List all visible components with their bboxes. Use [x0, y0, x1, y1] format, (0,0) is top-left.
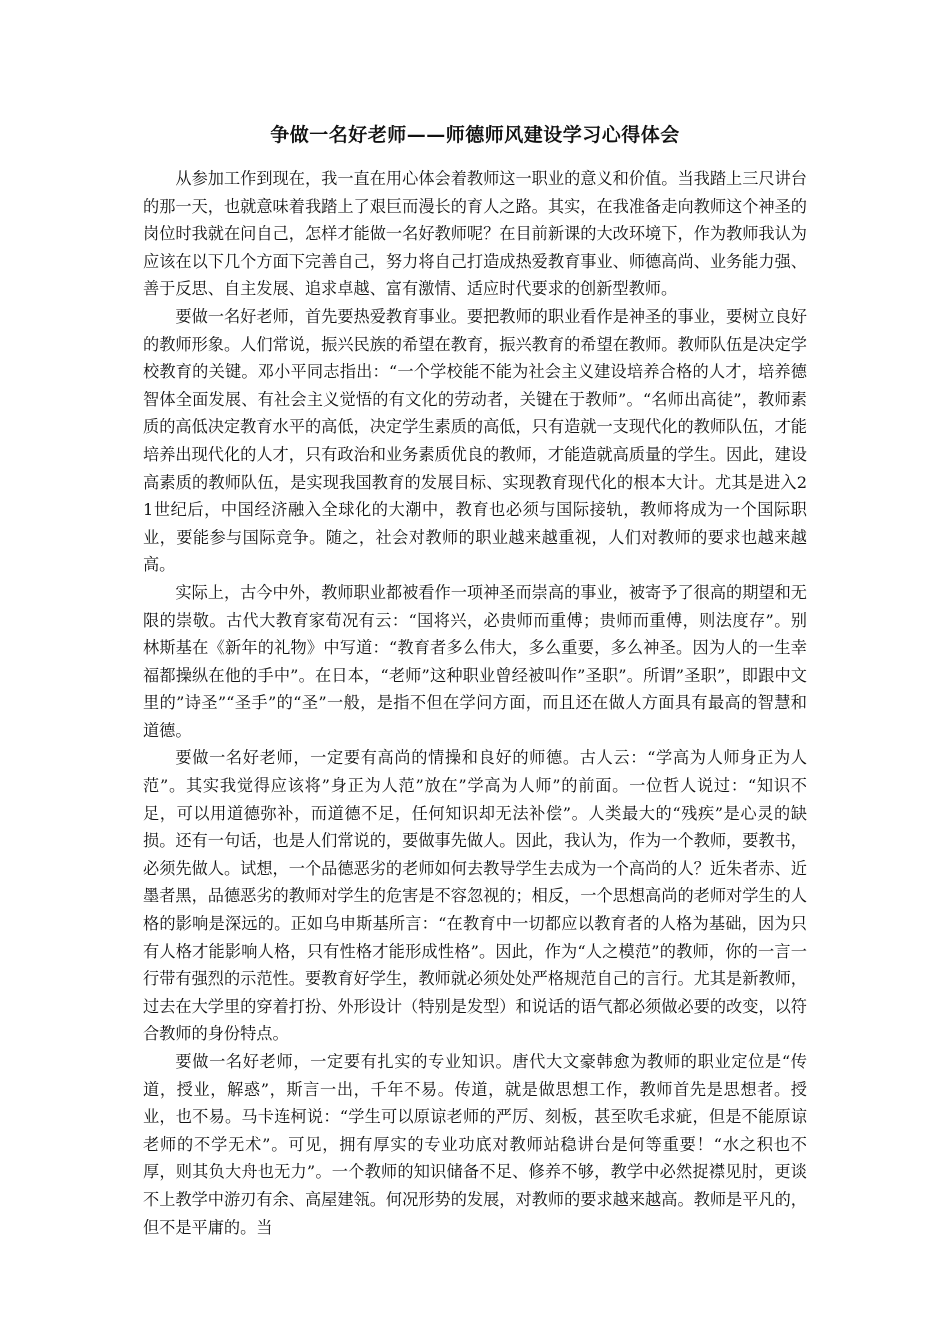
document-page — [143, 118, 807, 1241]
paragraph-teaching-profession: 实际上，古今中外，教师职业都被看作一项神圣而崇高的事业，被寄予了很高的期望和无限的崇敬。古代大教育家荀况有云：“国将兴，必贵师而重傅；贵师而重傅，则法度存”。别林斯基在《新年的礼物》中写道：“教育者多么伟大，多么重要，多么神圣。因为人的一生幸福都操纵在他的手中”。在日本，“老师”这种职业曾经被叫作”圣职”。所谓”圣职”，即跟中文里的”诗圣”“圣手”的“圣”一般，是指不但在学问方面，而且还在做人方面具有最高的智慧和道德。 — [143, 582, 807, 740]
paragraph-teacher-ethics: 要做一名好老师，一定要有高尚的情操和良好的师德。古人云：“学高为人师身正为人范”。其实我觉得应该将”身正为人范”放在”学高为人师”的前面。一位哲人说过：“知识不足，可以用道德弥补，而道德不足，任何知识却无法补偿”。人类最大的“残疾”是心灵的缺损。还有一句话，也是人们常说的，要做事先做人。因此，我认为，作为一个教师，要教书，必须先做人。试想，一个品德恶劣的老师如何去教导学生去成为一个高尚的人？近朱者赤、近墨者黑，品德恶劣的教师对学生的危害是不容忽视的；相反，一个思想高尚的老师对学生的人格的影响是深远的。正如乌申斯基所言：“在教育中一切都应以教育者的人格为基础，因为只有人格才能影响人格，只有性格才能形成性格”。因此，作为“人之模范”的教师，你的一言一行带有强烈的示范性。要教育好学生，教师就必须处处严格规范自己的言行。尤其是新教师，过去在大学里的穿着打扮、外形设计（特别是发型）和说话的语气都必须做必要的改变，以符合教师的身份特点。 — [143, 748, 807, 1044]
paragraph-professional-knowledge: 要做一名好老师，一定要有扎实的专业知识。唐代大文豪韩愈为教师的职业定位是“传道，授业，解惑”，斯言一出，千年不易。传道，就是做思想工作，教师首先是思想者。授业，也不易。马卡连柯说：“学生可以原谅老师的严厉、刻板，甚至吹毛求疵，但是不能原谅老师的不学无术”。可见，拥有厚实的专业功底对教师站稳讲台是何等重要！“水之积也不厚，则其负大舟也无力”。一个教师的知识储备不足、修养不够，教学中必然捉襟见肘，更谈不上教学中游刃有余、高屋建瓴。何况形势的发展，对教师的要求越来越高。教师是平凡的，但不是平庸的。当 — [143, 1052, 807, 1237]
paragraph-love-education: 要做一名好老师，首先要热爱教育事业。要把教师的职业看作是神圣的事业，要树立良好的教师形象。人们常说，振兴民族的希望在教育，振兴教育的希望在教师。教师队伍是决定学校教育的关键。邓小平同志指出：“一个学校能不能为社会主义建设培养合格的人才，培养德智体全面发展、有社会主义觉悟的有文化的劳动者，关键在于教师”。“名师出高徒”，教师素质的高低决定教育水平的高低，决定学生素质的高低，只有造就一支现代化的教师队伍，才能培养出现代化的人才，只有政治和业务素质优良的教师，才能造就高质量的学生。因此，建设高素质的教师队伍，是实现我国教育的发展目标、实现教育现代化的根本大计。尤其是进入21世纪后，中国经济融入全球化的大潮中，教育也必须与国际接轨，教师将成为一个国际职业，要能参与国际竞争。随之，社会对教师的职业越来越重视，人们对教师的要求也越来越高。 — [143, 306, 807, 575]
document-title: 争做一名好老师——师德师风建设学习心得体会 — [270, 124, 680, 146]
paragraph-intro: 从参加工作到现在，我一直在用心体会着教师这一职业的意义和价值。当我踏上三尺讲台的那一天，也就意味着我踏上了艰巨而漫长的育人之路。其实，在我准备走向教师这个神圣的岗位时我就在问自己，怎样才能做一名好教师呢？在目前新课的大改环境下，作为教师我认为应该在以下几个方面下完善自己，努力将自己打造成热爱教育事业、师德高尚、业务能力强、善于反思、自主发展、追求卓越、富有激情、适应时代要求的创新型教师。 — [143, 169, 807, 299]
